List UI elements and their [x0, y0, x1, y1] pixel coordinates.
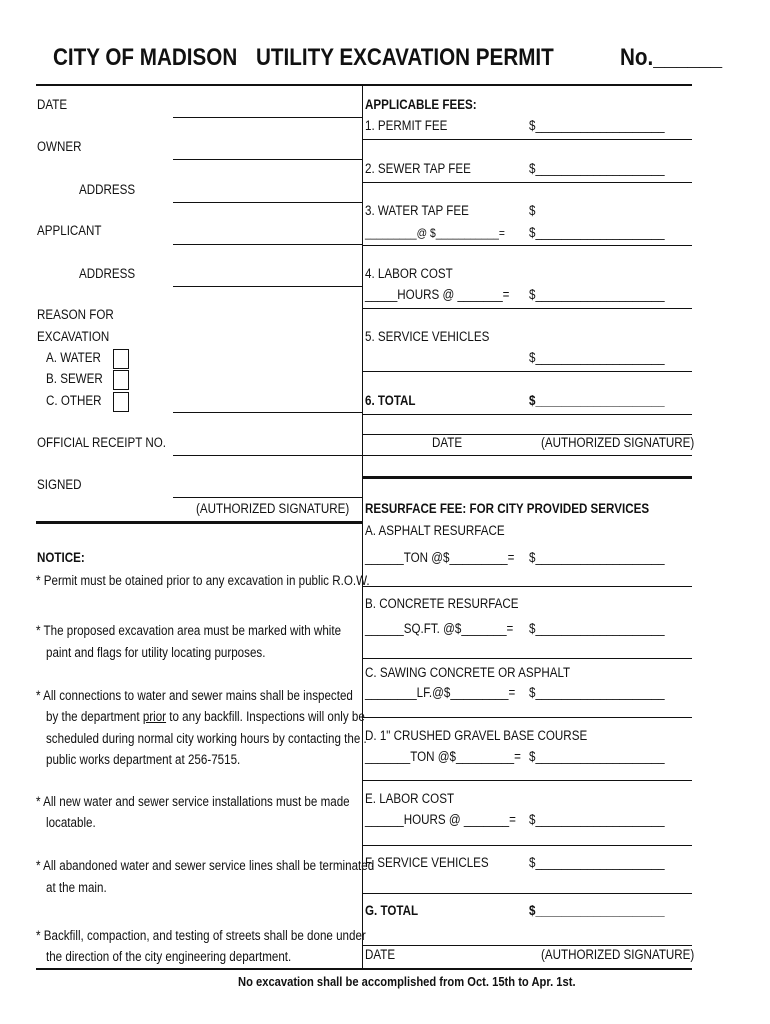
date-label: DATE — [37, 97, 68, 112]
concrete-amount[interactable]: $____________________ — [529, 621, 665, 636]
row-rule — [363, 658, 692, 659]
notice-item: * All abandoned water and sewer service lines shall be terminated — [36, 858, 375, 873]
applicant-address-field[interactable] — [173, 286, 362, 287]
notice-item-cont: locatable. — [46, 815, 96, 830]
water-tap-calc[interactable]: _________@ $___________= — [365, 226, 505, 240]
right-section-rule — [363, 476, 692, 479]
labor-cost-amount[interactable]: $____________________ — [529, 287, 665, 302]
signature-caption: (AUTHORIZED SIGNATURE) — [196, 501, 350, 516]
asphalt-label: A. ASPHALT RESURFACE — [365, 523, 505, 538]
service-vehicles-label: 5. SERVICE VEHICLES — [365, 329, 490, 344]
other-reason-field[interactable] — [173, 412, 362, 413]
row-rule — [363, 893, 692, 894]
resurface-signature-field[interactable] — [363, 945, 692, 946]
sawing-label: C. SAWING CONCRETE OR ASPHALT — [365, 665, 571, 680]
resurface-signature-caption: (AUTHORIZED SIGNATURE) — [541, 947, 695, 962]
total-label: 6. TOTAL — [365, 393, 416, 408]
receipt-label: OFFICIAL RECEIPT NO. — [37, 435, 167, 450]
notice-item: * Permit must be otained prior to any excavation in public R.O.W. — [36, 573, 370, 588]
row-rule — [363, 245, 692, 246]
notice-item-cont: by the department prior to any backfill. Inspections will only be — [46, 709, 365, 724]
asphalt-calc[interactable]: ______TON @$_________= — [365, 550, 515, 565]
row-rule — [363, 780, 692, 781]
footer-rule — [36, 968, 692, 970]
water-checkbox[interactable] — [113, 349, 129, 369]
applicant-field[interactable] — [173, 244, 362, 245]
sawing-calc[interactable]: ________LF.@$_________= — [365, 685, 516, 700]
owner-address-label: ADDRESS — [79, 182, 136, 197]
concrete-label: B. CONCRETE RESURFACE — [365, 596, 519, 611]
date-field[interactable] — [173, 117, 362, 118]
fees-heading: APPLICABLE FEES: — [365, 97, 477, 112]
other-checkbox[interactable] — [113, 392, 129, 412]
resurface-date-caption: DATE — [365, 947, 396, 962]
concrete-calc[interactable]: ______SQ.FT. @$_______= — [365, 621, 514, 636]
labor-cost-calc[interactable]: _____HOURS @ _______= — [365, 287, 510, 302]
row-rule — [363, 371, 692, 372]
page-title: UTILITY EXCAVATION PERMIT — [256, 44, 554, 71]
fees-date-caption: DATE — [432, 435, 463, 450]
gravel-label: D. 1" CRUSHED GRAVEL BASE COURSE — [365, 728, 588, 743]
water-tap-dollar: $ — [529, 203, 536, 218]
notice-item-cont: paint and flags for utility locating purposes. — [46, 645, 266, 660]
center-divider — [362, 86, 363, 970]
sewer-option-label: B. SEWER — [46, 371, 103, 386]
sewer-tap-fee-amount[interactable]: $____________________ — [529, 161, 665, 176]
left-section-rule — [36, 521, 362, 524]
resurface-heading: RESURFACE FEE: FOR CITY PROVIDED SERVICES — [365, 501, 650, 516]
resurface-vehicles-label: F. SERVICE VEHICLES — [365, 855, 489, 870]
permit-fee-amount[interactable]: $____________________ — [529, 118, 665, 133]
resurface-total-amount[interactable]: $____________________ — [529, 903, 665, 918]
row-rule — [363, 845, 692, 846]
resurface-total-label: G. TOTAL — [365, 903, 419, 918]
labor-cost-label: 4. LABOR COST — [365, 266, 453, 281]
row-rule — [363, 139, 692, 140]
notice-item-cont: public works department at 256-7515. — [46, 752, 241, 767]
row-rule — [363, 455, 692, 456]
asphalt-amount[interactable]: $____________________ — [529, 550, 665, 565]
water-option-label: A. WATER — [46, 350, 101, 365]
owner-field[interactable] — [173, 159, 362, 160]
total-amount[interactable]: $____________________ — [529, 393, 665, 408]
owner-label: OWNER — [37, 139, 82, 154]
reason-label-2: EXCAVATION — [37, 329, 110, 344]
service-vehicles-amount[interactable]: $____________________ — [529, 350, 665, 365]
reason-label: REASON FOR — [37, 307, 114, 322]
permit-number[interactable]: No.______ — [620, 44, 723, 71]
notice-item-cont: the direction of the city engineering department. — [46, 949, 292, 964]
applicant-label: APPLICANT — [37, 223, 102, 238]
resurface-labor-amount[interactable]: $____________________ — [529, 812, 665, 827]
water-tap-fee-label: 3. WATER TAP FEE — [365, 203, 469, 218]
receipt-field[interactable] — [173, 455, 362, 456]
notice-item-cont: at the main. — [46, 880, 107, 895]
owner-address-field[interactable] — [173, 202, 362, 203]
resurface-vehicles-amount[interactable]: $____________________ — [529, 855, 665, 870]
sewer-tap-fee-label: 2. SEWER TAP FEE — [365, 161, 471, 176]
applicant-address-label: ADDRESS — [79, 266, 136, 281]
signed-label: SIGNED — [37, 477, 82, 492]
footer-note: No excavation shall be accomplished from Oct. 15th to Apr. 1st. — [238, 974, 576, 989]
notice-item-cont: scheduled during normal city working hours by contacting the . — [46, 731, 367, 746]
other-option-label: C. OTHER — [46, 393, 102, 408]
notice-item: * All connections to water and sewer mains shall be inspected — [36, 688, 353, 703]
resurface-labor-label: E. LABOR COST — [365, 791, 455, 806]
notice-heading: NOTICE: — [37, 550, 85, 565]
fees-signature-caption: (AUTHORIZED SIGNATURE) — [541, 435, 695, 450]
notice-item: * The proposed excavation area must be marked with white — [36, 623, 342, 638]
city-name: CITY OF MADISON — [53, 44, 238, 71]
gravel-amount[interactable]: $____________________ — [529, 749, 665, 764]
row-rule — [363, 717, 692, 718]
permit-fee-label: 1. PERMIT FEE — [365, 118, 448, 133]
header-rule — [36, 84, 692, 86]
water-tap-fee-amount[interactable]: $____________________ — [529, 225, 665, 240]
sewer-checkbox[interactable] — [113, 370, 129, 390]
row-rule — [363, 414, 692, 415]
notice-item: * Backfill, compaction, and testing of streets shall be done under — [36, 928, 366, 943]
resurface-labor-calc[interactable]: ______HOURS @ _______= — [365, 812, 516, 827]
row-rule — [363, 308, 692, 309]
row-rule — [363, 182, 692, 183]
notice-item: * All new water and sewer service installations must be made — [36, 794, 350, 809]
sawing-amount[interactable]: $____________________ — [529, 685, 665, 700]
gravel-calc[interactable]: _______TON @$_________= — [365, 749, 521, 764]
signature-field[interactable] — [173, 497, 362, 498]
row-rule — [363, 586, 692, 587]
